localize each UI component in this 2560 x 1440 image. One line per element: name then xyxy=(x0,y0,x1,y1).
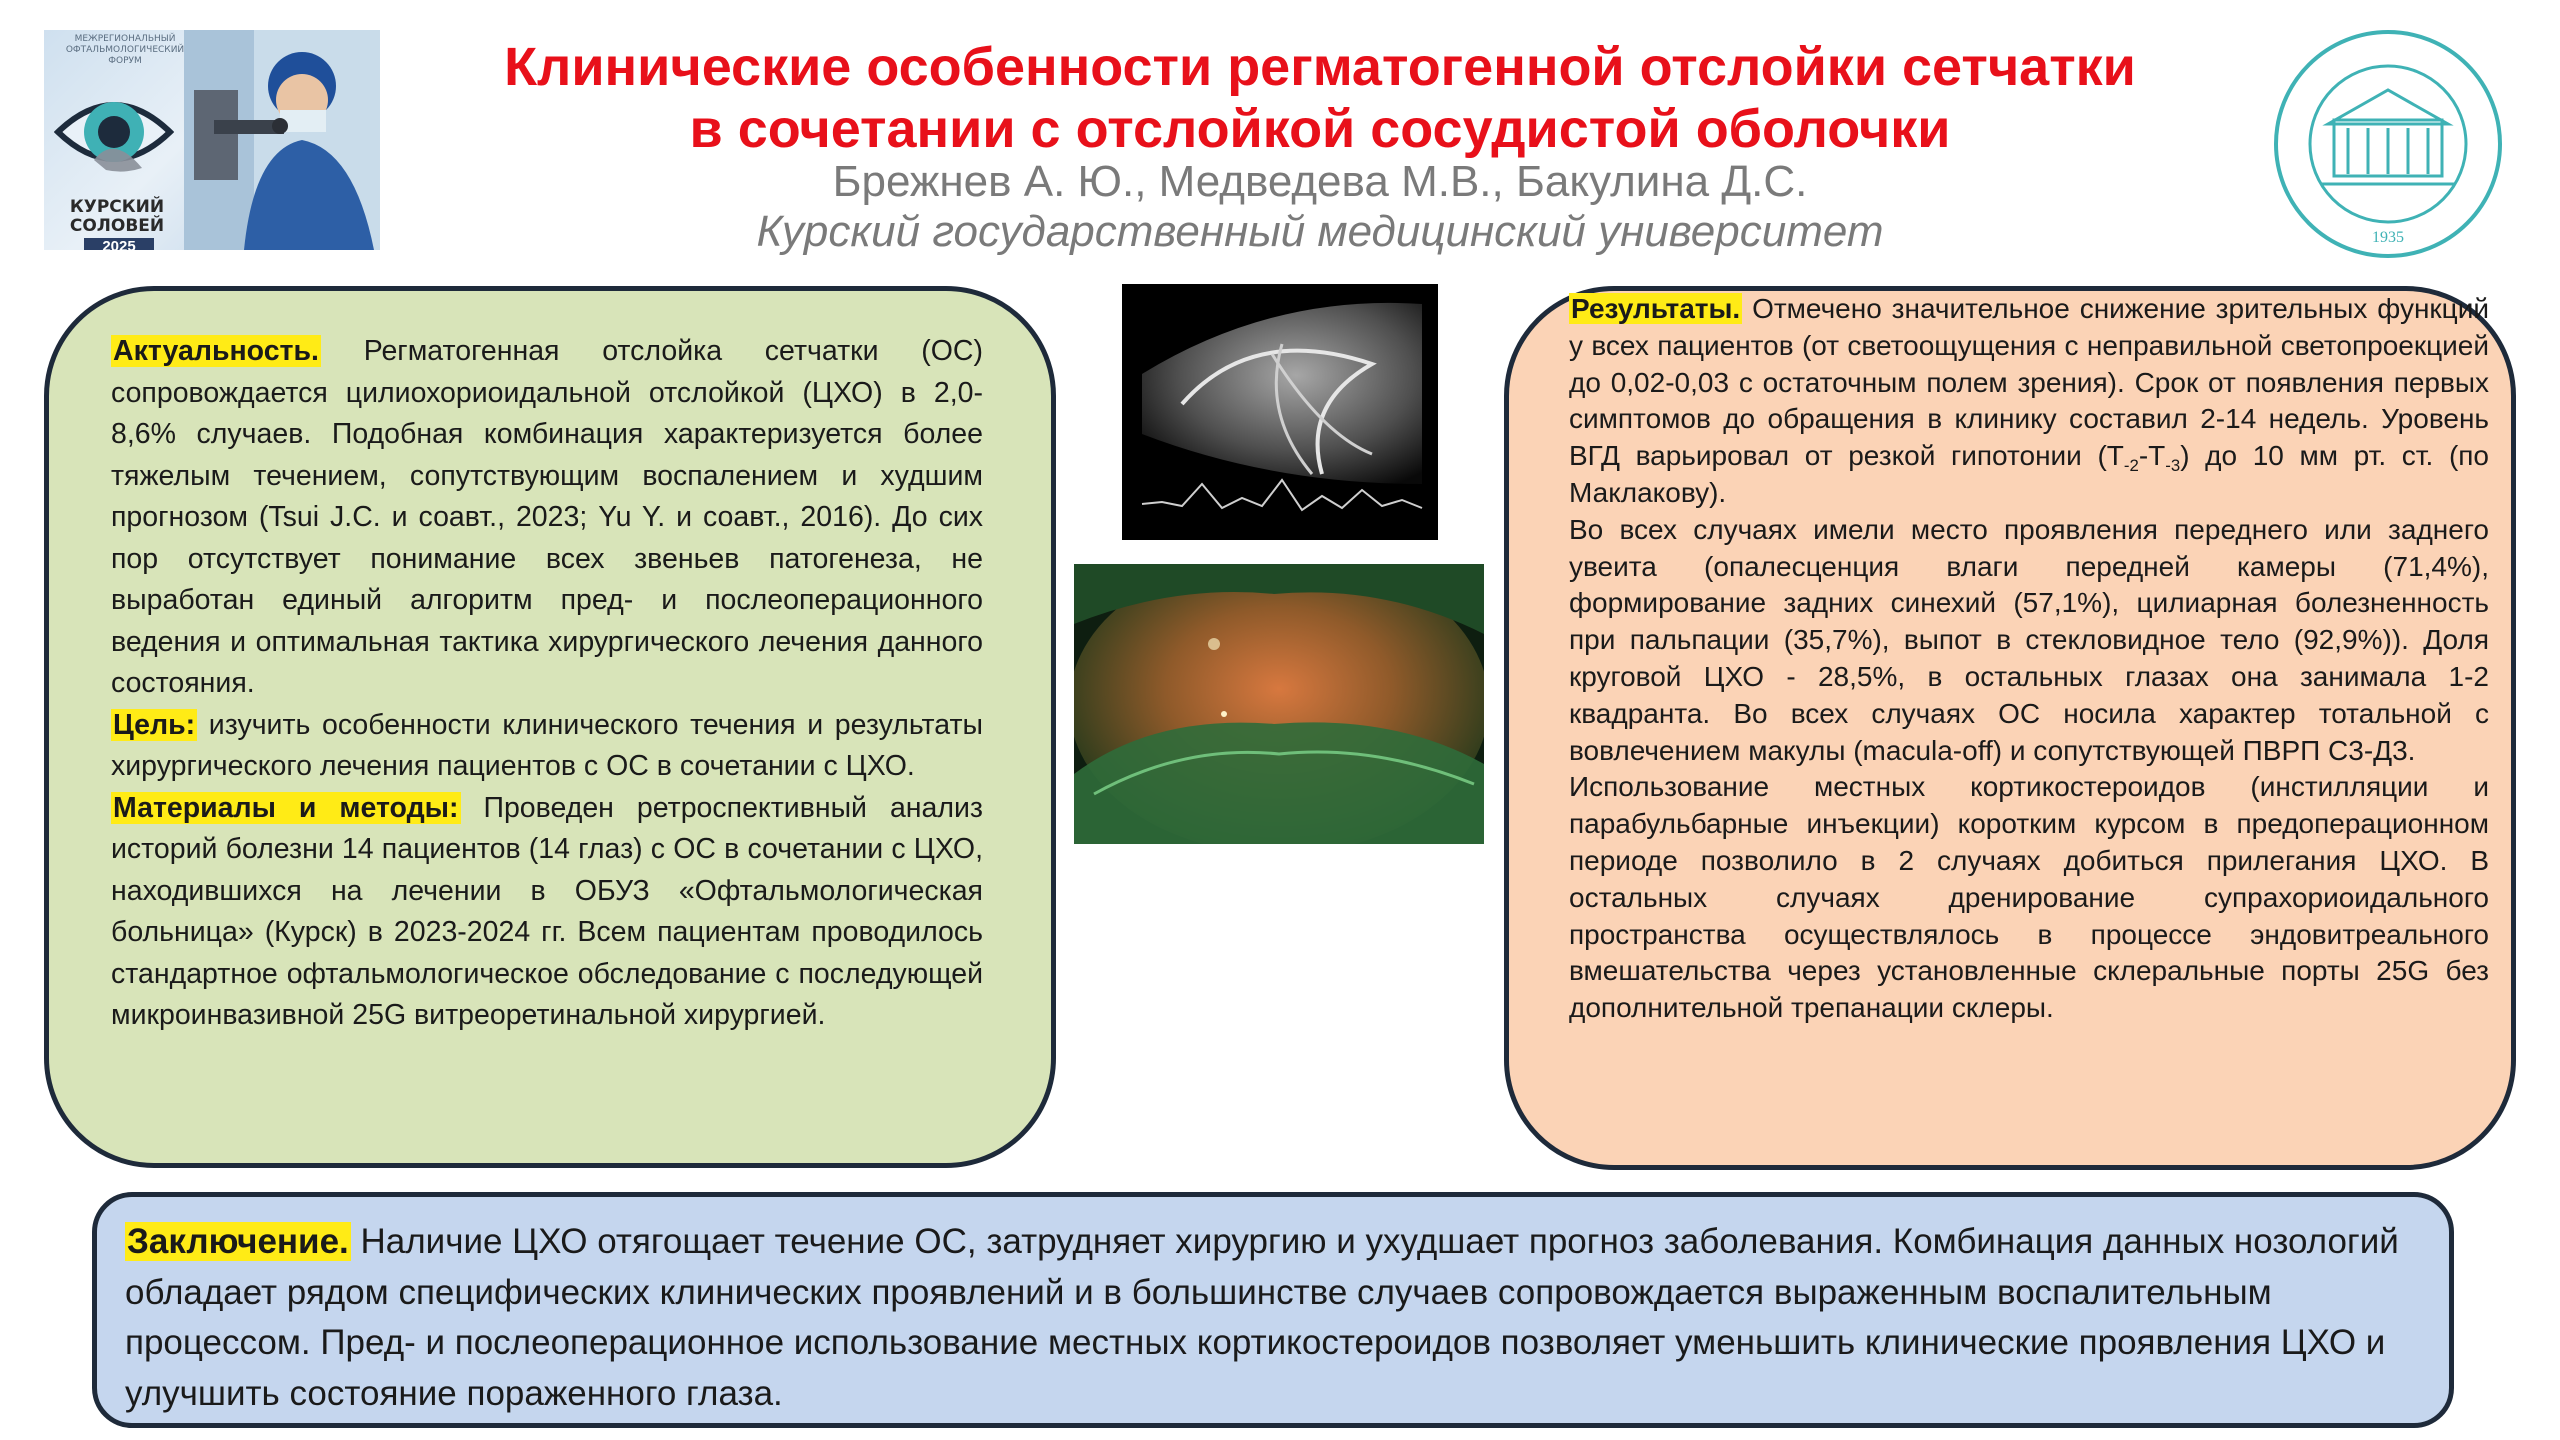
relevance-text: Регматогенная отслойка сетчатки (ОС) сопровождается цилиохориоидальной отслойкой (ЦХО) в 2,0-8,6% случаев. Подобная комбинация характеризуется более тяжелым течением, сопутствующим воспалением и худшим прогнозом (Tsui J.C. и соавт., 2023; Yu Y. и соавт., 2016). До сих пор отсутствует понимание всех звеньев патогенеза, не выработан единый алгоритм пред- и послеоперационного ведения и оптимальная тактика хирургического лечения данного состояния. xyxy=(111,335,983,699)
relevance-paragraph xyxy=(111,331,983,705)
methods-text: Проведен ретроспективный анализ историй болезни 14 пациентов (14 глаз) с ОС в сочетании с ЦХО, находившихся на лечении в ОБУЗ «Офтальмологическая больница» (Курск) в 2023-2024 гг. Всем пациентам проводилось стандартное офтальмологическое обследование с последующей микроинвазивной 25G витреоретинальной хирургией. xyxy=(111,791,983,1031)
conclusion-body: Наличие ЦХО отягощает течение ОС, затрудняет хирургию и ухудшает прогноз заболевания. Комбинация данных нозологий обладает рядом специфических клинических проявлений и в большинстве случаев сопровождается выраженным воспалительным процессом. Пред- и послеоперационное использование местных кортикостероидов позволяет уменьшить клинические проявления ЦХО и улучшить состояние пораженного глаза. xyxy=(125,1222,2399,1413)
affiliation: Курский государственный медицинский университет xyxy=(756,207,1884,256)
goal-label: Цель: xyxy=(113,708,196,741)
relevance-label: Актуальность. xyxy=(113,335,319,367)
iop-sub-2: -3 xyxy=(2165,456,2181,476)
results-paragraph-3: Использование местных кортикостероидов (инстилляции и парабульбарные инъекции) коротким курсом в предоперационном периоде позволило в 2 случаях добиться прилегания ЦХО. В остальных случаях дренирование супрахориоидального пространства осуществлялось в процессе эндовитреального вмешательства через установленные склеральные порты 25G без дополнительной трепанации склеры. xyxy=(1569,771,2489,1024)
iop-sub-1: -2 xyxy=(2123,456,2139,476)
forum-logo xyxy=(44,30,380,250)
results-label: Результаты. xyxy=(1571,293,1741,324)
title-line-1: Клинические особенности регматогенной отслойки сетчатки xyxy=(504,37,2136,97)
university-seal xyxy=(2272,28,2504,260)
forum-caption: МЕЖРЕГИОНАЛЬНЫЙ ОФТАЛЬМОЛОГИЧЕСКИЙ ФОРУМ xyxy=(65,34,185,66)
forum-brand: КУРСКИЙ СОЛОВЕЙ xyxy=(69,197,165,236)
surgeon-photo xyxy=(184,30,380,250)
poster-title xyxy=(400,36,2240,160)
conclusion-label: Заключение. xyxy=(127,1222,349,1261)
results-paragraph-2: Во всех случаях имели место проявления переднего или заднего увеита (опалесценция влаги передней камеры (71,4%), формирование задних синехий (57,1%), цилиарная болезненность при пальпации (35,7%), выпот в стекловидное тело (92,9%)). Доля круговой ЦХО - 28,5%, в остальных глазах она занимала 1-2 квадранта. Во всех случаях ОС носила характер тотальной с вовлечением макулы (macula-off) и сопутствующей ПВРП С3-Д3. xyxy=(1569,513,2489,766)
results-text xyxy=(1569,291,2489,1027)
results-p1-b: ) до 10 мм рт. ст. (по Маклакову). xyxy=(1569,440,2489,508)
seal-year: 1935 xyxy=(2372,229,2404,246)
results-paragraph-1 xyxy=(1569,291,2489,512)
ultrasound-image xyxy=(1122,284,1438,540)
title-line-2: в сочетании с отслойкой сосудистой оболочки xyxy=(689,99,1951,159)
eye-icon xyxy=(54,74,174,184)
iop-dash: -Т xyxy=(2138,440,2166,472)
forum-year-badge: 2025 xyxy=(84,238,154,250)
results-p1-a: Отмечено значительное снижение зрительных функций у всех пациентов (от светоощущения с неправильной светопроекцией до 0,02-0,03 с остаточным полем зрения). Срок от появления первых симптомов до обращения в клинику составил 2-14 недель. Уровень ВГД варьировал от резкой гипотонии (Т xyxy=(1569,293,2489,472)
intro-panel xyxy=(44,286,1056,1168)
conclusion-panel xyxy=(92,1192,2454,1428)
goal-text: изучить особенности клинического течения и результаты хирургического лечения пациентов с ОС в сочетании с ЦХО. xyxy=(111,708,983,782)
authors: Брежнев А. Ю., Медведева М.В., Бакулина Д.С. xyxy=(832,157,1808,206)
results-panel xyxy=(1504,286,2516,1170)
conclusion-text xyxy=(125,1217,2409,1419)
methods-paragraph xyxy=(111,788,983,1037)
goal-paragraph xyxy=(111,705,983,788)
fundus-image xyxy=(1074,564,1484,844)
intro-text xyxy=(111,331,983,1037)
methods-label: Материалы и методы: xyxy=(113,791,459,824)
